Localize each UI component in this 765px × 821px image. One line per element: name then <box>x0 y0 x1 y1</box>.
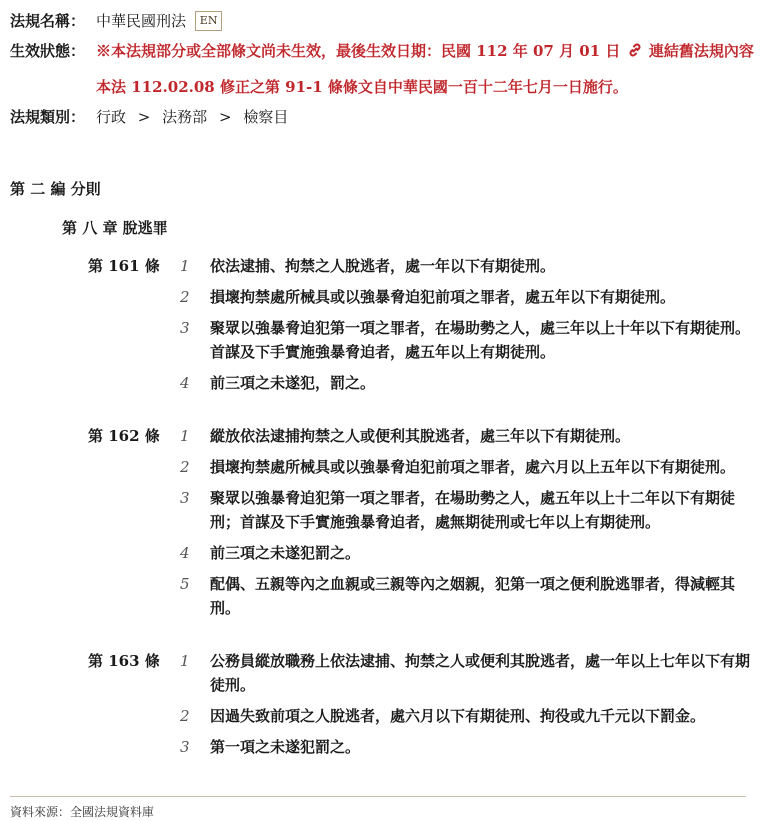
paragraph <box>176 649 757 697</box>
english-version-button[interactable]: EN <box>195 11 223 31</box>
paragraph-number: 5 <box>180 575 190 593</box>
article-number[interactable]: 第 162 條 <box>88 427 160 445</box>
paragraph <box>176 424 757 448</box>
paragraph-text: 聚眾以強暴脅迫犯第一項之罪者，在場助勢之人，處三年以上十年以下有期徒刑。首謀及下手實施強暴脅迫者，處五年以上有期徒刑。 <box>210 319 751 361</box>
paragraph-text: 公務員縱放職務上依法逮捕、拘禁之人或便利其脫逃者，處一年以上七年以下有期徒刑。 <box>210 652 751 694</box>
part-title: 第 二 編 分則 <box>10 180 101 198</box>
paragraph-text: 配偶、五親等內之血親或三親等內之姻親，犯第一項之便利脫逃罪者，得減輕其刑。 <box>210 575 736 617</box>
law-name: 中華民國刑法 <box>96 12 187 30</box>
breadcrumb-separator: > <box>137 108 151 126</box>
category-row <box>10 106 755 128</box>
article <box>0 649 765 766</box>
paragraph <box>176 735 757 759</box>
paragraph-text: 損壞拘禁處所械具或以強暴脅迫犯前項之罪者，處五年以下有期徒刑。 <box>210 288 676 306</box>
paragraph-number: 3 <box>180 738 190 756</box>
article-number[interactable]: 第 163 條 <box>88 652 160 670</box>
link-icon <box>627 42 643 64</box>
paragraph-number: 1 <box>180 427 190 445</box>
law-name-label: 法規名稱： <box>10 12 86 30</box>
paragraph-number: 4 <box>180 544 190 562</box>
category-item[interactable]: 行政 <box>96 108 127 126</box>
paragraph-number: 2 <box>180 288 190 306</box>
status-label: 生效狀態： <box>10 42 86 60</box>
article <box>0 424 765 627</box>
paragraph-text: 損壞拘禁處所械具或以強暴脅迫犯前項之罪者，處六月以上五年以下有期徒刑。 <box>210 458 736 476</box>
paragraph <box>176 455 757 479</box>
article-body <box>176 254 765 402</box>
article-list <box>0 254 765 788</box>
paragraph <box>176 541 757 565</box>
paragraph-text: 聚眾以強暴脅迫犯第一項之罪者，在場助勢之人，處五年以上十二年以下有期徒刑；首謀及下手實施強暴脅迫者，處無期徒刑或七年以上有期徒刑。 <box>210 489 736 531</box>
paragraph-number: 3 <box>180 319 190 337</box>
paragraph <box>176 486 757 534</box>
law-name-value <box>96 10 755 32</box>
category-breadcrumb <box>96 106 755 128</box>
paragraph <box>176 316 757 364</box>
paragraph-number: 1 <box>180 652 190 670</box>
paragraph-text: 因過失致前項之人脫逃者，處六月以下有期徒刑、拘役或九千元以下罰金。 <box>210 707 706 725</box>
paragraph-text: 縱放依法逮捕拘禁之人或便利其脫逃者，處三年以下有期徒刑。 <box>210 427 631 445</box>
article-body <box>176 649 765 766</box>
law-name-row <box>10 10 755 32</box>
paragraph-number: 1 <box>180 257 190 275</box>
paragraph-text: 前三項之未遂犯罰之。 <box>210 544 361 562</box>
paragraph-text: 依法逮捕、拘禁之人脫逃者，處一年以下有期徒刑。 <box>210 257 556 275</box>
footer-divider <box>10 796 746 797</box>
paragraph <box>176 371 757 395</box>
category-item[interactable]: 法務部 <box>162 108 208 126</box>
chapter-title: 第 八 章 脫逃罪 <box>62 219 168 237</box>
law-metadata <box>10 6 755 128</box>
category-item[interactable]: 檢察目 <box>243 108 289 126</box>
old-law-link[interactable]: 連結舊法規內容 <box>648 42 754 60</box>
paragraph-number: 2 <box>180 458 190 476</box>
enforcement-note: 本法 112.02.08 修正之第 91-1 條條文自中華民國一百十二年七月一日施行。 <box>96 78 628 96</box>
paragraph-text: 第一項之未遂犯罰之。 <box>210 738 361 756</box>
paragraph-number: 4 <box>180 374 190 392</box>
paragraph <box>176 704 757 728</box>
paragraph-text: 前三項之未遂犯，罰之。 <box>210 374 376 392</box>
paragraph <box>176 285 757 309</box>
paragraph <box>176 254 757 278</box>
article <box>0 254 765 402</box>
category-label: 法規類別： <box>10 108 86 126</box>
article-body <box>176 424 765 627</box>
paragraph-number: 2 <box>180 707 190 725</box>
status-value <box>96 40 755 64</box>
article-number[interactable]: 第 161 條 <box>88 257 160 275</box>
paragraph <box>176 572 757 620</box>
status-row <box>10 40 755 64</box>
breadcrumb-separator: > <box>218 108 232 126</box>
paragraph-number: 3 <box>180 489 190 507</box>
status-text: ※本法規部分或全部條文尚未生效，最後生效日期：民國 112 年 07 月 01 日 <box>96 42 621 60</box>
footer-source: 資料來源：全國法規資料庫 <box>10 805 155 819</box>
